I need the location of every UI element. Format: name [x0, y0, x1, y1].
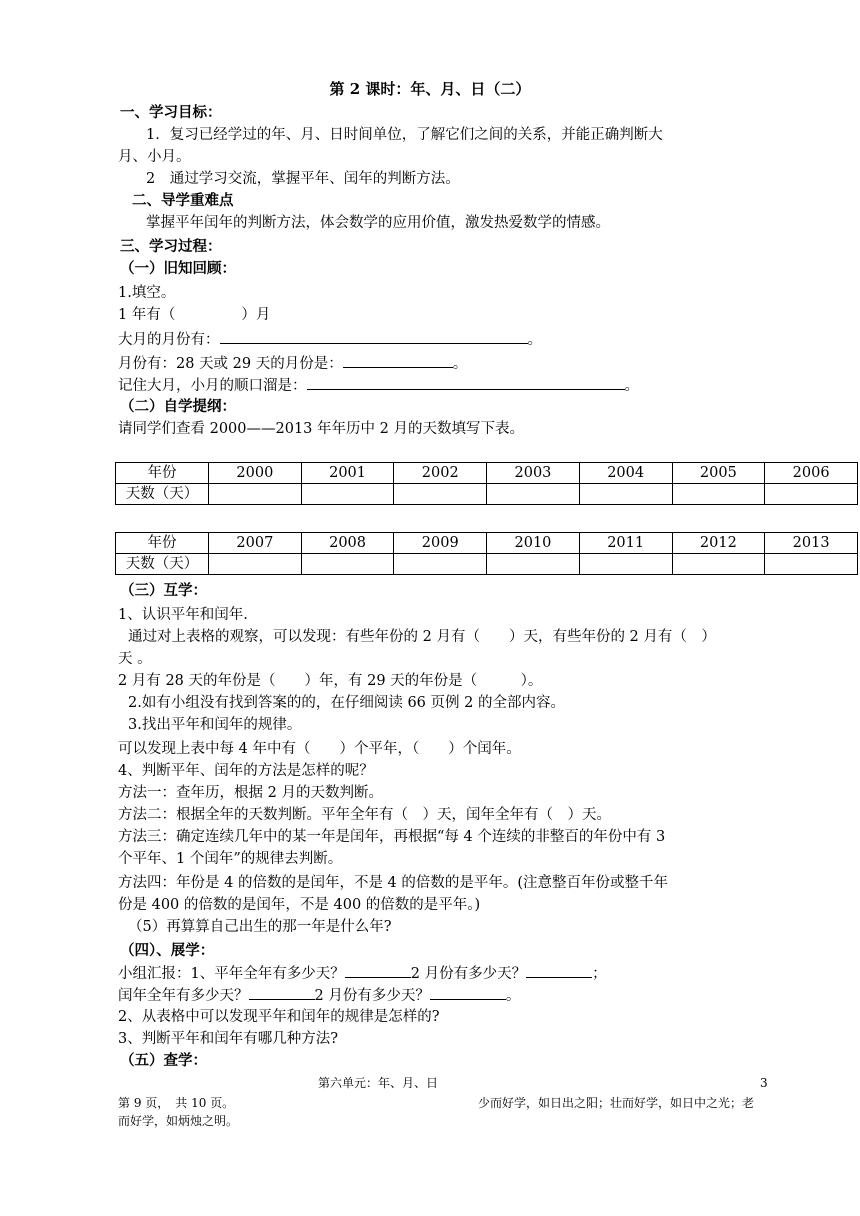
- blank-leap-year-days[interactable]: [249, 984, 315, 1000]
- question-months-in-year-a: 1 年有（: [118, 307, 176, 323]
- table-year-cell: 2004: [579, 463, 672, 484]
- question-months-in-year: [118, 304, 270, 326]
- mutual-line: 1、认识平年和闰年.: [118, 607, 248, 623]
- mutual-line: 通过对上表格的观察，可以发现：有些年份的 2 月有（ ）天，有些年份的 2 月有（ ）: [128, 629, 716, 645]
- blank-big-months[interactable]: [220, 328, 528, 344]
- table-year-cell: 2002: [394, 463, 487, 484]
- february-days-table-1: [115, 462, 858, 505]
- mutual-line: 方法一：查年历，根据 2 月的天数判断。: [118, 785, 383, 801]
- table-days-cell[interactable]: [209, 554, 302, 575]
- mutual-line: 4、判断平年、闰年的方法是怎样的呢？: [118, 763, 374, 779]
- table-year-cell: 2001: [301, 463, 394, 484]
- mutual-line: 2 月有 28 天的年份是（ ）年，有 29 天的年份是（ ）。: [118, 673, 543, 689]
- question-feb-days: [118, 352, 467, 375]
- show-line: 2、从表格中可以发现平年和闰年的规律是怎样的?: [118, 1009, 440, 1025]
- report-common-feb-days: 2 月份有多少天？: [410, 966, 527, 982]
- goal-1-line-a: 1．复习已经学过的年、月、日时间单位，了解它们之间的关系，并能正确判断大: [146, 127, 663, 143]
- section-heading-process: 三、学习过程：: [120, 238, 222, 255]
- table-days-cell[interactable]: [579, 484, 672, 505]
- table-row-years: [116, 533, 858, 554]
- self-study-heading: （二）自学提纲：: [120, 398, 236, 415]
- blank-common-feb-days[interactable]: [526, 962, 592, 978]
- footer-quote-a: 少而好学，如日出之阳；壮而好学，如日中之光；老: [478, 1096, 755, 1110]
- show-line: 3、判断平年和闰年有哪几种方法?: [118, 1031, 338, 1047]
- question-big-months-label: 大月的月份有：: [118, 332, 220, 348]
- key-points-text: 掌握平年闰年的判断方法，体会数学的应用价值，激发热爱数学的情感。: [146, 215, 610, 231]
- mutual-line: （5）再算算自己出生的那一年是什么年?: [128, 919, 392, 935]
- report-line-1: [118, 962, 607, 985]
- report-leap-year-days: 闰年全年有多少天？: [118, 988, 249, 1004]
- footer-quote-b: 而好学，如炳烛之明。: [118, 1114, 239, 1128]
- table-days-cell[interactable]: [579, 554, 672, 575]
- check-study-heading: （五）查学：: [120, 1052, 207, 1069]
- blank-feb-months[interactable]: [343, 352, 453, 368]
- table-year-cell: 2012: [672, 533, 765, 554]
- self-study-instruction: 请同学们查看 2000——2013 年年历中 2 月的天数填写下表。: [118, 421, 524, 437]
- table-days-cell[interactable]: [487, 484, 580, 505]
- february-days-table-2: [115, 532, 858, 575]
- report-line-2: [118, 984, 520, 1007]
- footer-unit: 第六单元：年、月、日: [318, 1076, 439, 1090]
- table-year-cell: 2013: [765, 533, 858, 554]
- report-common-year-days: 小组汇报：1、平年全年有多少天？: [118, 966, 345, 982]
- report-line-2-end: 。: [505, 988, 521, 1004]
- goal-1-line-b: 月、小月。: [118, 149, 191, 165]
- table-year-cell: 2009: [394, 533, 487, 554]
- question-big-months-period: 。: [527, 332, 542, 348]
- table-days-cell[interactable]: [301, 484, 394, 505]
- blank-leap-feb-days[interactable]: [430, 984, 506, 1000]
- blank-common-year-days[interactable]: [345, 962, 411, 978]
- question-feb-days-label: 月份有：28 天或 29 天的月份是：: [118, 356, 343, 372]
- review-heading: （一）旧知回顾：: [120, 260, 236, 277]
- table-days-cell[interactable]: [394, 484, 487, 505]
- mutual-line: 份是 400 的倍数的是闰年，不是 400 的倍数的是平年。): [118, 897, 481, 913]
- question-months-in-year-b: ）月: [241, 307, 271, 323]
- mutual-study-heading: （三）互学：: [120, 582, 207, 599]
- table-days-cell[interactable]: [765, 484, 858, 505]
- question-rhyme-label: 记住大月，小月的顺口溜是：: [118, 378, 307, 394]
- goal-2: 2 通过学习交流，掌握平年、闰年的判断方法。: [146, 171, 460, 187]
- footer-page-info: 第 9 页， 共 10 页。: [118, 1096, 235, 1110]
- table-year-cell: 2003: [487, 463, 580, 484]
- fill-title: 1.填空。: [118, 285, 176, 301]
- report-line-1-end: ；: [592, 966, 607, 982]
- mutual-line: 2.如有小组没有找到答案的的，在仔细阅读 66 页例 2 的全部内容。: [128, 695, 565, 711]
- table-days-cell[interactable]: [394, 554, 487, 575]
- table-days-cell[interactable]: [301, 554, 394, 575]
- show-study-heading: （四）、展学：: [120, 942, 215, 959]
- table-row-days: [116, 484, 858, 505]
- question-feb-days-period: 。: [452, 356, 468, 372]
- table-year-cell: 2011: [579, 533, 672, 554]
- table-row-label-year: 年份: [116, 463, 209, 484]
- table-year-cell: 2008: [301, 533, 394, 554]
- table-row-label-days: 天数（天）: [116, 484, 209, 505]
- question-rhyme: [118, 374, 639, 397]
- table-days-cell[interactable]: [672, 554, 765, 575]
- table-year-cell: 2007: [209, 533, 302, 554]
- mutual-line: 方法四：年份是 4 的倍数的是闰年，不是 4 的倍数的是平年。(注意整百年份或整千年: [118, 875, 669, 891]
- table-days-cell[interactable]: [487, 554, 580, 575]
- table-row-days: [116, 554, 858, 575]
- table-year-cell: 2006: [765, 463, 858, 484]
- table-days-cell[interactable]: [209, 484, 302, 505]
- page-title: 第 2 课时：年、月、日（二）: [329, 80, 531, 98]
- table-year-cell: 2000: [209, 463, 302, 484]
- mutual-line: 天 。: [118, 651, 152, 667]
- mutual-line: 方法二：根据全年的天数判断。平年全年有（ ）天，闰年全年有（ ）天。: [118, 807, 611, 823]
- question-rhyme-period: 。: [624, 378, 639, 394]
- question-big-months: [118, 328, 542, 351]
- table-days-cell[interactable]: [672, 484, 765, 505]
- table-year-cell: 2010: [487, 533, 580, 554]
- mutual-line: 方法三：确定连续几年中的某一年是闰年，再根据“每 4 个连续的非整百的年份中有 3: [118, 829, 666, 845]
- table-row-years: [116, 463, 858, 484]
- table-row-label-days: 天数（天）: [116, 554, 209, 575]
- mutual-line: 个平年、1 个闰年”的规律去判断。: [118, 851, 343, 867]
- table-row-label-year: 年份: [116, 533, 209, 554]
- table-days-cell[interactable]: [765, 554, 858, 575]
- blank-rhyme[interactable]: [307, 374, 625, 390]
- footer-page-number: 3: [760, 1076, 768, 1090]
- mutual-line: 可以发现上表中每 4 年中有（ ）个平年，（ ）个闰年。: [118, 741, 521, 757]
- table-year-cell: 2005: [672, 463, 765, 484]
- section-heading-key-points: 二、导学重难点: [132, 192, 234, 209]
- mutual-line: 3.找出平年和闰年的规律。: [128, 717, 302, 733]
- report-leap-feb-days: 2 月份有多少天？: [314, 988, 430, 1004]
- section-heading-goals: 一、学习目标：: [120, 104, 222, 121]
